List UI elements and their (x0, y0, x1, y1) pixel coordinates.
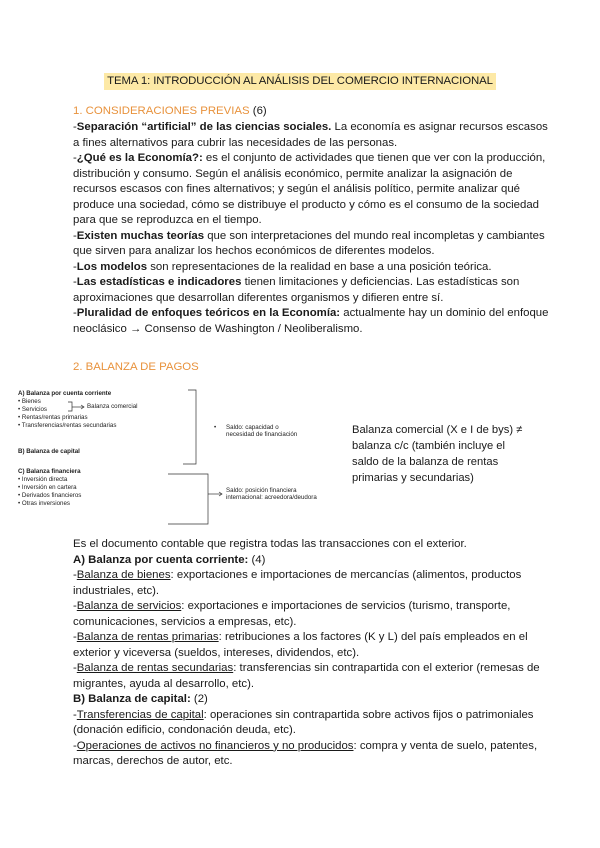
diagram-c-title: C) Balanza financiera (18, 468, 81, 475)
diagram-c-item: • Derivados financieros (18, 492, 82, 499)
diagram-dot: • (214, 424, 217, 431)
section1-body (73, 120, 551, 337)
balanza-comercial-label: Balanza comercial (87, 403, 138, 410)
diagram-a-note-line1: Saldo: capacidad o (226, 424, 279, 431)
balanza-b-heading (73, 692, 551, 708)
item-text: : transferencias sin contrapartida con el exterior (remesas de migrantes, ayuda al desarrollo, etc). (73, 662, 540, 690)
balanza-diagram (18, 388, 348, 528)
item-text: tienen limitaciones y deficiencias. Las estadísticas son aproximaciones que desarrollan diferentes organismos y difieren entre sí. (73, 276, 520, 304)
item-term: Balanza de rentas primarias (76, 631, 219, 643)
item-text: : exportaciones e importaciones de servicios (turismo, transporte, comunicaciones, servicios a empresas, etc). (73, 600, 511, 628)
section2-heading-text: 2. BALANZA DE PAGOS (73, 361, 199, 373)
section1-heading-text: 1. CONSIDERACIONES PREVIAS (73, 105, 250, 117)
diagram-a-item: • Transferencias/rentas secundarias (18, 422, 117, 429)
diagram-a-note-line2: necesidad de financiación (226, 431, 298, 438)
item-term: Balanza de rentas secundarias (76, 662, 234, 674)
balanza-b-heading-text: B) Balanza de capital: (73, 693, 191, 705)
diagram-c-item: • Inversión directa (18, 476, 68, 483)
section2-intro: Es el documento contable que registra todas las transacciones con el exterior. (73, 538, 467, 550)
section1-item: -Existen muchas teorías que son interpretaciones del mundo real incompletas y cambiantes que sirven para analizar los hechos económicos de diferentes modelos. (73, 229, 545, 257)
item-lead: Pluralidad de enfoques teóricos en la Economía: (76, 307, 341, 319)
section-c-bracket (168, 474, 208, 524)
item-text: : operaciones sin contrapartida sobre activos fijos o patrimoniales (donación edificio, condonación deuda, etc). (73, 708, 534, 736)
section1-item: -Los modelos son representaciones de la realidad en base a una posición teórica. (73, 260, 492, 273)
diagram-a-item: • Servicios (18, 406, 47, 413)
balanza-a-heading-text: A) Balanza por cuenta corriente: (73, 553, 249, 566)
item-term: Balanza de servicios (76, 600, 182, 612)
diagram-c-item: • Otras inversiones (18, 500, 71, 507)
balanza-b-item: -Transferencias de capital: operaciones sin contrapartida sobre activos fijos o patrimoniales (donación edificio, condonación deuda, etc). (73, 708, 534, 736)
item-text: que son interpretaciones del mundo real incompletas y cambiantes que sirven para analizar los hechos económicos de diferentes modelos. (73, 229, 545, 257)
diagram-a-title: A) Balanza por cuenta corriente (18, 390, 112, 397)
section1-heading (73, 104, 267, 119)
item-lead: ¿Qué es la Economía?: (76, 152, 203, 164)
balanza-a-item: -Balanza de servicios: exportaciones e importaciones de servicios (turismo, transporte, comunicaciones, servicios a empresas, etc). (73, 600, 511, 628)
item-text: actualmente hay un dominio del enfoque neoclásico → Consenso de Washington / Neoliberalismo. (73, 307, 549, 335)
section1-item: -Pluralidad de enfoques teóricos en la Economía: actualmente hay un dominio del enfoque neoclásico → Consenso de Washington / Neoliberalismo. (73, 307, 549, 335)
section-a-bracket (183, 390, 196, 464)
item-text: : compra y venta de suelo, patentes, marcas, derechos de autor, etc. (73, 739, 538, 767)
section2-body (73, 537, 551, 770)
diagram-a-item: • Bienes (18, 398, 41, 405)
item-lead: Los modelos (76, 260, 148, 273)
diagram-b-title: B) Balanza de capital (18, 448, 80, 455)
diagram-a-item: • Rentas/rentas primarias (18, 414, 88, 421)
section1-count: (6) (252, 105, 267, 117)
bienes-servicios-bracket (68, 402, 72, 411)
balanza-a-heading (73, 553, 551, 569)
section1-item: -Separación “artificial” de las ciencias sociales. La economía es asignar recursos escasos a fines alternativos para cubrir las necesidades de las personas. (73, 121, 548, 149)
item-lead: Separación “artificial” de las ciencias sociales. (76, 121, 332, 133)
item-lead: Las estadísticas e indicadores (76, 276, 242, 288)
title-wrap (0, 71, 600, 90)
section1-item: -Las estadísticas e indicadores tienen limitaciones y deficiencias. Las estadísticas son aproximaciones que desarrollan diferentes organismos y difieren entre sí. (73, 276, 520, 304)
item-text: es el conjunto de actividades que tienen que ver con la producción, distribución y consumo. Según el análisis económico, permite analizar la asignación de recursos escasos con fines alternativos; y según el análisis político, permite analizar qué produce una sociedad, cómo se distribuye el producto y cómo es el consumo de la sociedad para que se reproduzca en el tiempo. (73, 152, 546, 226)
diagram-c-note-line1: Saldo: posición financiera (226, 487, 297, 494)
balanza-a-item: -Balanza de rentas secundarias: transferencias sin contrapartida con el exterior (remesas de migrantes, ayuda al desarrollo, etc). (73, 662, 540, 690)
item-text: son representaciones de la realidad en base a una posición teórica. (147, 260, 492, 273)
diagram-c-note-line2: internacional: acreedora/deudora (226, 494, 317, 501)
item-lead: Existen muchas teorías (76, 229, 205, 242)
item-term: Operaciones de activos no financieros y no producidos (76, 739, 354, 752)
balanza-a-item: -Balanza de rentas primarias: retribuciones a los factores (K y L) del país empleados en el exterior y viceversa (sueldos, intereses, dividendos, etc). (73, 631, 528, 659)
item-term: Balanza de bienes (76, 569, 171, 581)
section1-item: -¿Qué es la Economía?: es el conjunto de actividades que tienen que ver con la producción, distribución y consumo. Según el análisis económico, permite analizar la asignación de recursos escasos con fines alternativos; y según el análisis político, permite analizar qué produce una sociedad, cómo se distribuye el producto y cómo es el consumo de la sociedad para que se reproduzca en el tiempo. (73, 152, 546, 226)
item-text: : exportaciones e importaciones de mercancías (alimentos, productos industriales, etc). (73, 569, 522, 597)
balanza-a-count: (4) (251, 553, 266, 566)
item-text: : retribuciones a los factores (K y L) del país empleados en el exterior y viceversa (sueldos, intereses, dividendos, etc). (73, 631, 528, 659)
balanza-a-item: -Balanza de bienes: exportaciones e importaciones de mercancías (alimentos, productos industriales, etc). (73, 569, 522, 597)
balanza-b-count: (2) (193, 693, 208, 705)
item-term: Transferencias de capital (76, 708, 204, 721)
balanza-b-item: -Operaciones de activos no financieros y no producidos: compra y venta de suelo, patentes, marcas, derechos de autor, etc. (73, 739, 538, 767)
document-title: TEMA 1: INTRODUCCIÓN AL ANÁLISIS DEL COMERCIO INTERNACIONAL (104, 73, 496, 90)
side-note: Balanza comercial (X e I de bys) ≠ balanza c/c (también incluye el saldo de la balanza de rentas primarias y secundarias) (352, 424, 523, 484)
section2-heading (73, 360, 199, 375)
diagram-c-item: • Inversión en cartera (18, 484, 77, 491)
item-text: La economía es asignar recursos escasos a fines alternativos para cubrir las necesidades de las personas. (73, 121, 548, 149)
